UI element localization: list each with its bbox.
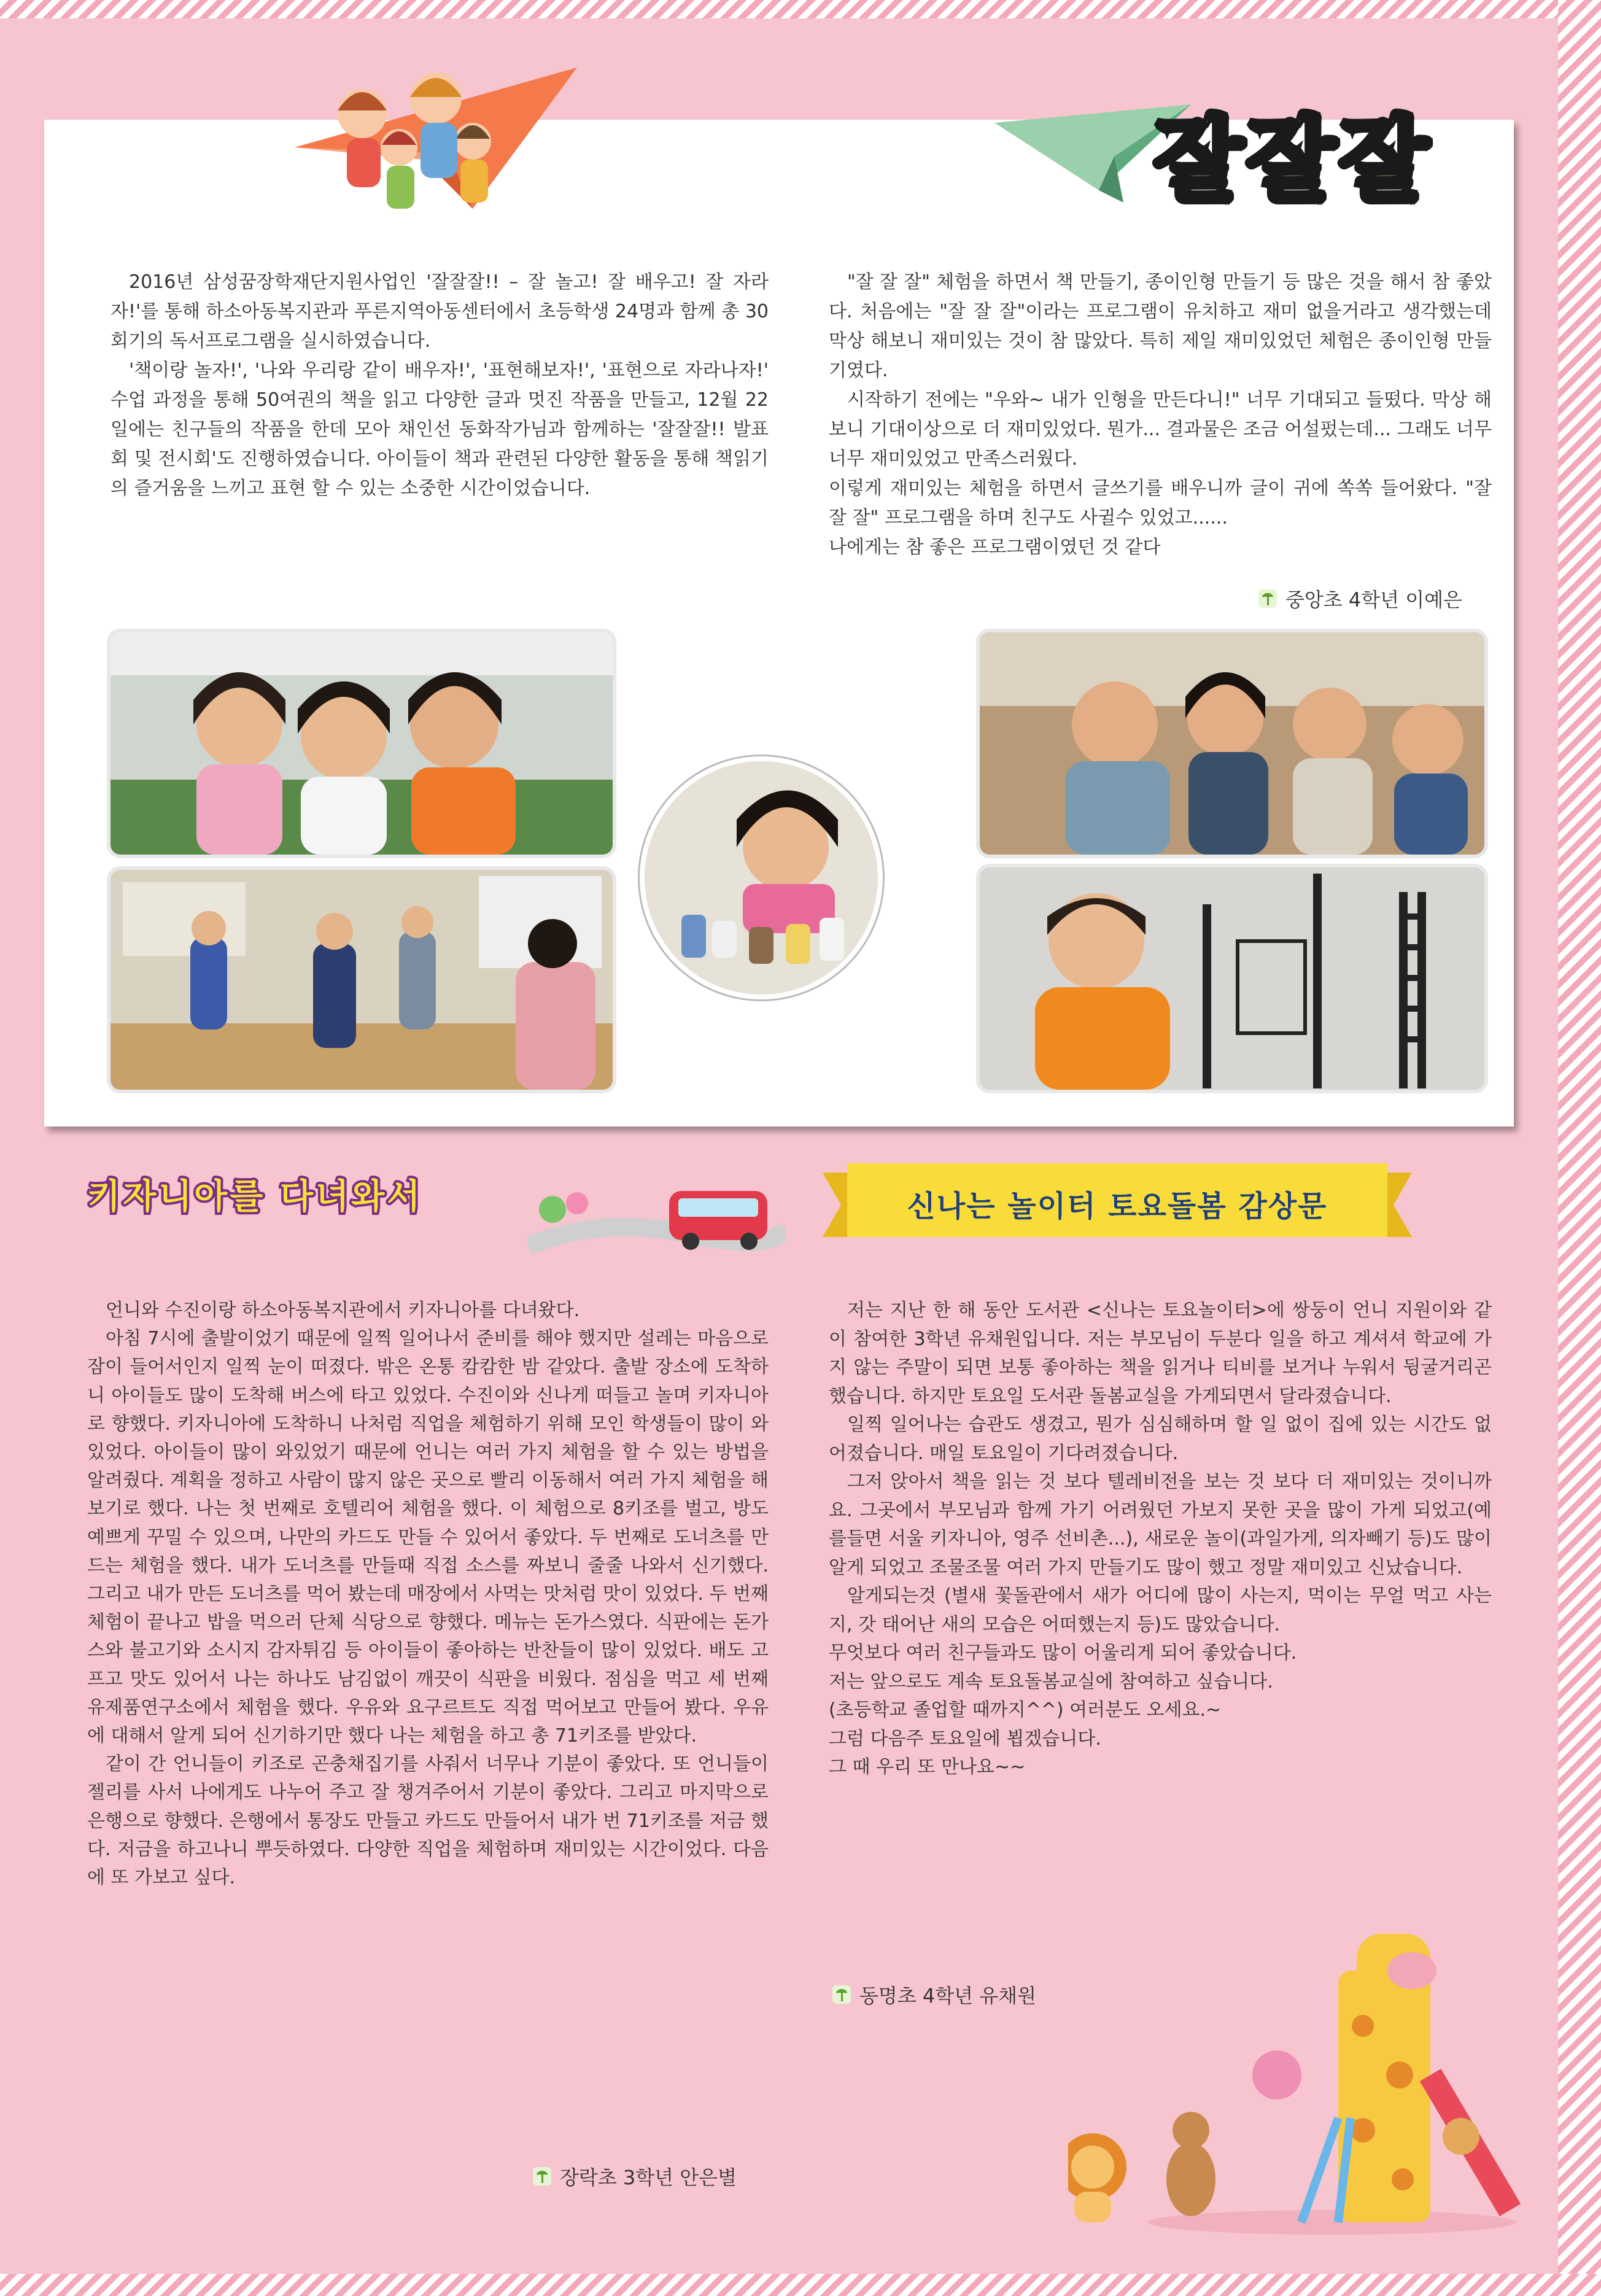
kidzania-author: 장락초 3학년 안은별: [560, 2166, 737, 2189]
review-paragraph-2: 시작하기 전에는 "우와~ 내가 인형을 만든다니!" 너무 기대되고 들떴다. 막상 해보니 기대이상으로 더 재미있었다. 뭔가... 결과물은 조금 어설펐는데... 그래도 너무너무 재미있었고 만족스러웠다.: [829, 389, 1492, 470]
saturday-paragraph-4: 알게되는것 (별새 꽃돌관에서 새가 어디에 많이 사는지, 먹이는 무얼 먹고 사는지, 갓 태어난 새의 모습은 어떠했는지 등)도 많았습니다.: [829, 1585, 1492, 1635]
review-author: 중앙초 4학년 이예은: [1285, 588, 1462, 611]
family-paper-plane-illustration: [270, 55, 589, 233]
photo-boy-lying-on-floor: [980, 867, 1484, 1090]
saturday-paragraph-8: 그럼 다음주 토요일에 뵙겠습니다.: [829, 1728, 1101, 1750]
sprout-icon: [1258, 589, 1277, 608]
review-text-column: [829, 268, 1492, 562]
article-title-jaljaljal: [1154, 86, 1432, 219]
saturday-paragraph-2: 일찍 일어나는 습관도 생겼고, 뭔가 심심해하며 할 일 없이 집에 있는 시간도 없어졌습니다. 매일 토요일이 기다려졌습니다.: [829, 1414, 1492, 1464]
sprout-icon: [832, 1985, 851, 2004]
bottom-stripe-border: [0, 2274, 1601, 2296]
right-stripe-border: [1558, 0, 1601, 2296]
intro-text-column: [110, 268, 769, 503]
saturday-paragraph-9: 그 때 우리 또 만나요~~: [829, 1756, 1026, 1778]
review-author-byline: [1258, 584, 1462, 613]
kidzania-text-column: [87, 1297, 769, 1892]
title-text: 잘잘잘: [1154, 86, 1432, 219]
kidzania-paragraph-1: 언니와 수진이랑 하소아동복지관에서 키자니아를 다녀왔다.: [106, 1300, 580, 1321]
saturday-paragraph-3: 그저 앉아서 책을 읽는 것 보다 텔레비전을 보는 것 보다 더 재미있는 것이니까요. 그곳에서 부모님과 함께 가기 어려웠던 가보지 못한 곳을 많이 가게 되었고(예를들면 서울 키자니아, 영주 선비촌...), 새로운 놀이(과일가게, 의자빼기 등)도 많이 알게 되었고 조물조물 여러 가지 만들기도 많이 했고 정말 재미있고 신났습니다.: [829, 1471, 1492, 1578]
saturday-paragraph-6: 저는 앞으로도 계속 토요돌봄교실에 참여하고 싶습니다.: [829, 1670, 1273, 1693]
top-stripe-border: [0, 0, 1601, 18]
saturday-paragraph-7: (초등학교 졸업할 때까지^^) 여러분도 오세요.~: [829, 1699, 1222, 1721]
review-paragraph-4: 나에게는 참 좋은 프로그램이였던 것 같다: [829, 537, 1161, 558]
sprout-icon: [533, 2167, 551, 2185]
saturday-author: 동명초 4학년 유채원: [859, 1984, 1036, 2007]
playground-animals-illustration: [1068, 1934, 1522, 2241]
photo-girl-with-crafts: [645, 761, 878, 995]
kidzania-paragraph-2: 아침 7시에 출발이었기 때문에 일찍 일어나서 준비를 해야 했지만 설레는 마음으로 잠이 들어서인지 일찍 눈이 떠졌다. 밖은 온통 캄캄한 밤 같았다. 출발 장소에 도착하니 아이들도 많이 도착해 버스에 타고 있었다. 수진이와 신나게 떠들고 놀며 키자니아로 향했다. 키자니아에 도착하니 나처럼 직업을 체험하기 위해 모인 학생들이 많이 와있었다. 아이들이 많이 와있었기 때문에 언니는 여러 가지 체험을 할 수 있는 방법을 알려줬다. 계획을 정하고 사람이 많지 않은 곳으로 빨리 이동해서 여러 가지 체험을 해보기로 했다. 나는 첫 번째로 호텔리어 체험을 했다. 이 체험으로 8키조를 벌고, 방도 예쁘게 꾸밀 수 있으며, 나만의 카드도 만들 수 있어서 좋았다. 두 번째로 도너츠를 만드는 체험을 했다. 내가 도너츠를 만들때 직접 소스를 짜보니 줄줄 나와서 신기했다. 그리고 내가 만든 도너츠를 먹어 봤는데 매장에서 사먹는 맛처럼 맛이 있었다. 두 번째 체험이 끝나고 밥을 먹으러 단체 식당으로 향했다. 메뉴는 돈가스였다. 식판에는 돈가스와 불고기와 소시지 감자튀김 등 아이들이 좋아하는 반찬들이 많이 있었다. 배도 고프고 맛도 있어서 나는 하나도 남김없이 깨끗이 식판을 비웠다. 점심을 먹고 세 번째 유제품연구소에서 체험을 했다. 우유와 요구르트도 직접 먹어보고 만들어 봤다. 우유에 대해서 알게 되어 신기하기만 했다 나는 체험을 하고 총 71키조를 받았다.: [87, 1328, 769, 1747]
review-paragraph-1: "잘 잘 잘" 체험을 하면서 책 만들기, 종이인형 만들기 등 많은 것을 해서 참 좋았다. 처음에는 "잘 잘 잘"이라는 프로그램이 유치하고 재미 없을거라고 생각했는데 막상 해보니 재미있는 것이 참 많았다. 특히 제일 재미있었던 체험은 종이인형 만들기였다.: [829, 271, 1492, 381]
saturday-heading: 신나는 놀이터 토요돌봄 감상문: [907, 1189, 1328, 1224]
intro-paragraph-2: '책이랑 놀자!', '나와 우리랑 같이 배우자!', '표현해보자!', '표현으로 자라나자!' 수업 과정을 통해 50여권의 책을 읽고 다양한 글과 멋진 작품을 만들고, 12월 22일에는 친구들의 작품을 한데 모아 채인선 동화작가님과 함께하는 '잘잘잘!! 발표회 및 전시회'도 진행하였습니다. 아이들이 책과 관련된 다양한 활동을 통해 책읽기의 즐거움을 느끼고 표현 할 수 있는 소중한 시간이었습니다.: [110, 360, 769, 499]
photo-classroom-activity: [110, 870, 613, 1090]
saturday-text-column: [829, 1297, 1492, 1782]
kidzania-author-byline: [533, 2162, 737, 2190]
intro-paragraph-1: 2016년 삼성꿈장학재단지원사업인 '잘잘잘!! – 잘 놀고! 잘 배우고! 잘 자라자!'를 통해 하소아동복지관과 푸른지역아동센터에서 초등학생 24명과 함께 총 30회기의 독서프로그램을 실시하였습니다.: [110, 271, 769, 352]
kidzania-heading: 키자니아를 다녀와서: [87, 1177, 423, 1217]
saturday-author-byline: [832, 1980, 1036, 2009]
photo-four-kids: [980, 632, 1484, 855]
photo-three-girls: [110, 632, 613, 855]
review-paragraph-3: 이렇게 재미있는 체험을 하면서 글쓰기를 배우니까 글이 귀에 쏙쏙 들어왔다. "잘 잘 잘" 프로그램을 하며 친구도 사귈수 있었고......: [829, 478, 1492, 529]
bus-road-illustration: [528, 1179, 786, 1265]
kidzania-paragraph-3: 같이 간 언니들이 키조로 곤충채집기를 사줘서 너무나 기분이 좋았다. 또 언니들이 젤리를 사서 나에게도 나누어 주고 잘 챙겨주어서 기분이 좋았다. 그리고 마지막으로 은행으로 향했다. 은행에서 통장도 만들고 카드도 만들어서 내가 번 71키조를 저금 했다. 저금을 하고나니 뿌듯하였다. 다양한 직업을 체험하며 재미있는 시간이었다. 다음에 또 가보고 싶다.: [87, 1753, 769, 1889]
saturday-paragraph-5: 무엇보다 여러 친구들과도 많이 어울리게 되어 좋았습니다.: [829, 1642, 1297, 1664]
saturday-paragraph-1: 저는 지난 한 해 동안 도서관 <신나는 토요놀이터>에 쌍둥이 언니 지원이와 같이 참여한 3학년 유채원입니다. 저는 부모님이 두분다 일을 하고 계셔셔 학교에 가지 않는 주말이 되면 보통 좋아하는 책을 읽거나 티비를 보거나 누워서 뒹굴거리곤 했습니다. 하지만 토요일 도서관 돌봄교실을 가게되면서 달라졌습니다.: [829, 1300, 1492, 1407]
